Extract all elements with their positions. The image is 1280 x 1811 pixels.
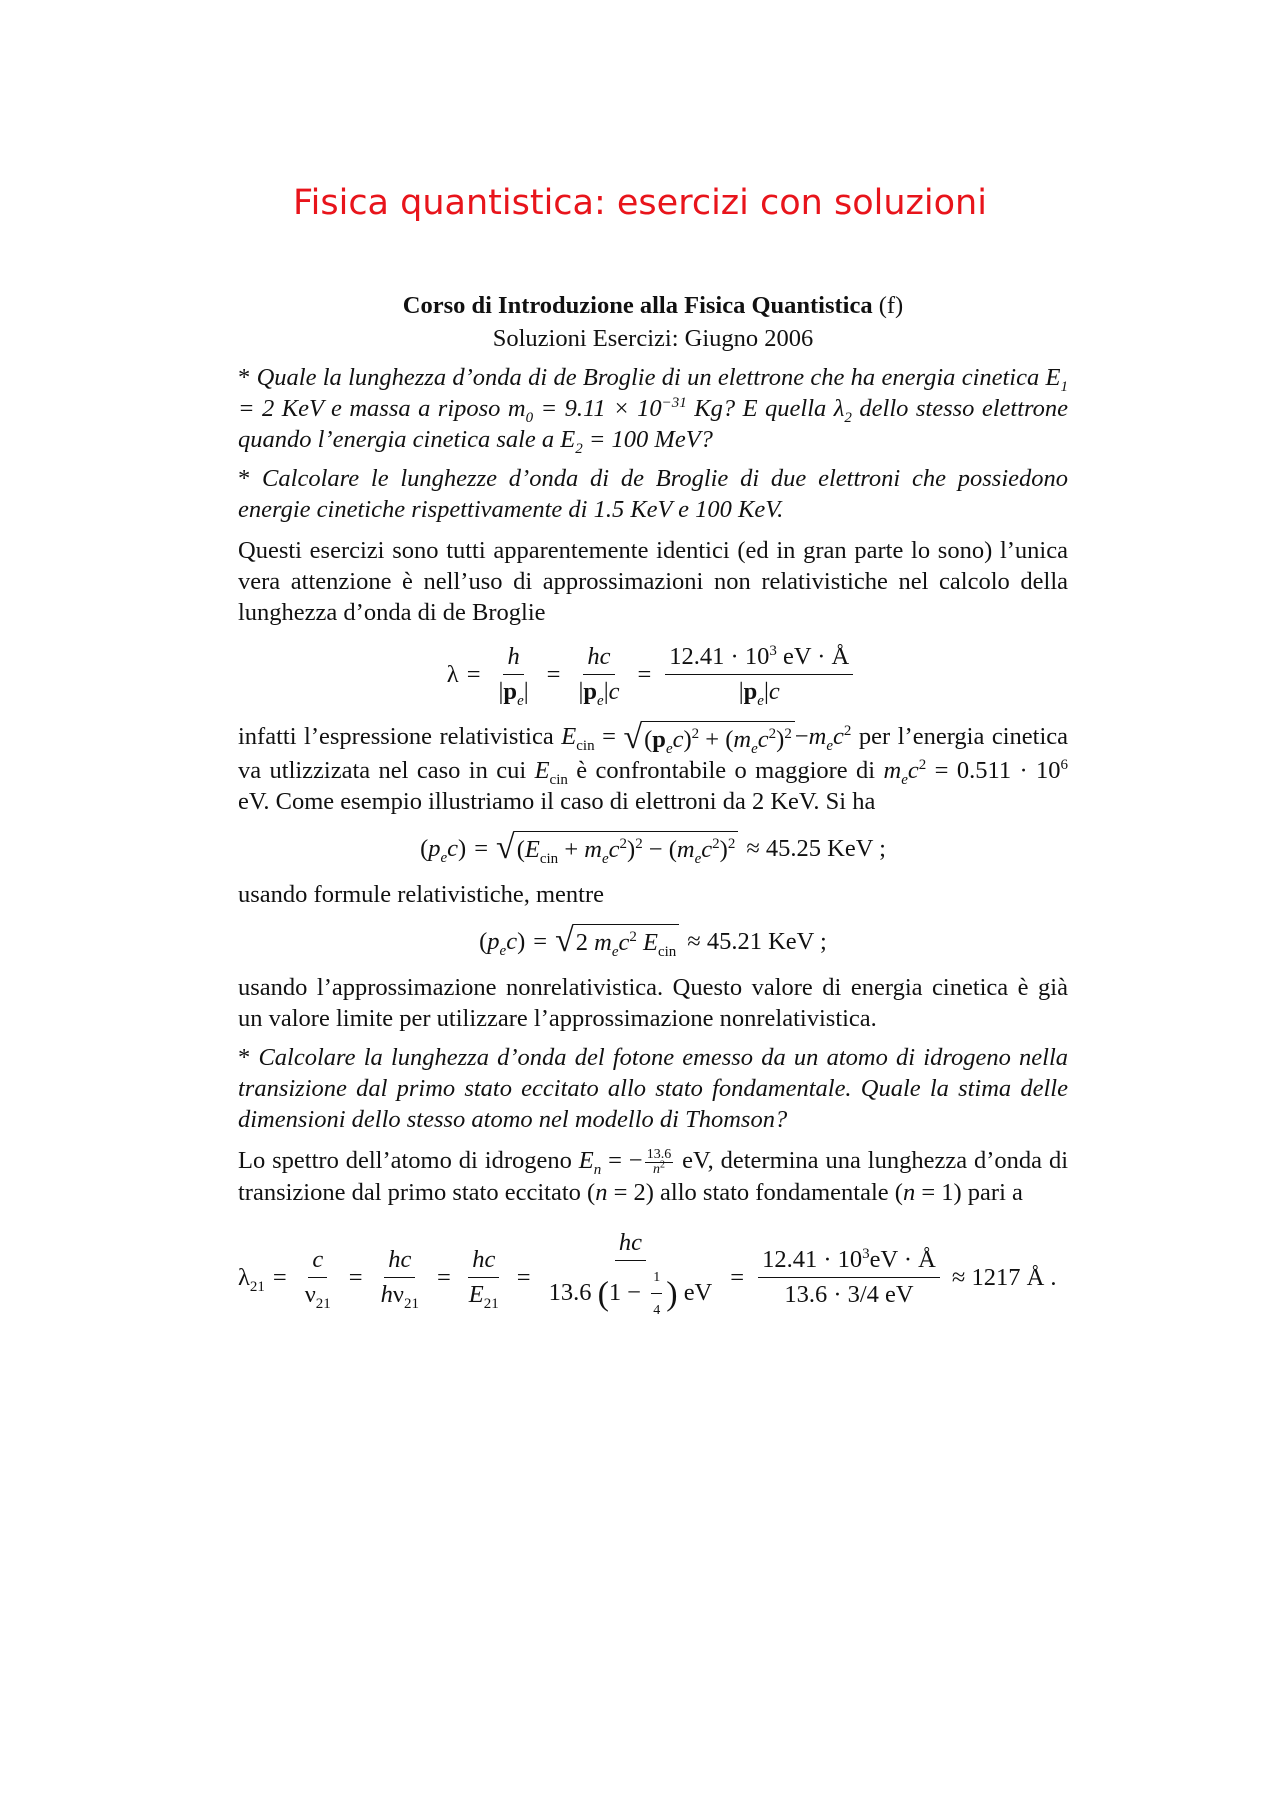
exercise-1-text-b: e massa a riposo <box>330 395 501 422</box>
page-title: Fisica quantistica: esercizi con soluzioni <box>293 183 987 223</box>
equation-relativistic-momentum: $(p_ec)$ = √ $(E_{cin} + m_ec^2)^2 - (m_ec^2)^2$ ≈ 45.25 KeV ; <box>420 829 886 868</box>
paragraph-5-text-d: pari a <box>967 1179 1023 1207</box>
exercise-1-text-c: ? E quella <box>722 395 827 422</box>
equation-relativistic-result: ≈ 45.25 KeV ; <box>746 834 886 862</box>
exercise-1-formula-lambda2: $\lambda_2$ <box>833 395 852 426</box>
equation-lambda21-result: ≈ 1217 Å . <box>951 1263 1057 1291</box>
exercise-marker: * <box>238 1044 251 1072</box>
formula-ecin-relativistic: $E_{cin}$ = √ $(p_ec)^2 + (m_ec^2)^2$ $-m_ec^2$ <box>561 719 852 758</box>
formula-en: $E_n$ = − $\frac{13.6}{n^2}$ <box>578 1147 672 1179</box>
exercise-marker: * <box>238 364 251 391</box>
exercise-1-text-d: dello stesso elettrone quando l’energia cinetica sale a <box>238 395 1069 453</box>
equation-nonrelativistic-result: ≈ 45.21 KeV ; <box>687 927 827 955</box>
course-subtitle: Soluzioni Esercizi: Giugno 2006 <box>492 325 814 352</box>
exercise-1 <box>238 362 1068 455</box>
exercise-1-formula-e1: $E_1 = 2$ KeV <box>238 364 1069 422</box>
paragraph-4: usando l’approssimazione nonrelativistica. Questo valore di energia cinetica è già un valore limite per utilizzare l’approssimazione nonrelativistica. <box>238 974 1068 1033</box>
course-name: Corso di Introduzione alla Fisica Quantistica <box>402 292 873 319</box>
fraction-numeric: $\frac{12.41 \cdot 10^3 eV \cdot Å}{|p_e|c}$ <box>665 642 853 707</box>
paragraph-5-text-c: allo stato fondamentale <box>660 1179 889 1207</box>
paragraph-2 <box>238 721 1068 817</box>
exercise-1-formula-e2: $E_2 = 100$ MeV? <box>560 426 713 457</box>
formula-ecin: $E_{cin}$ <box>534 757 568 789</box>
exercise-1-formula-m0: $m_0 = 9.11 \times 10^{-31}$ Kg <box>507 394 723 426</box>
paragraph-2-text-d: eV. Come esempio illustriamo il caso di elettroni da 2 KeV. Si ha <box>238 788 876 816</box>
fraction-hc-over-pc: $\frac{hc}{|p_e|c}$ <box>578 643 620 709</box>
course-suffix: (f) <box>878 292 904 319</box>
exercise-marker: * <box>238 465 251 492</box>
paragraph-5-text-a: Lo spettro dell’atomo di idrogeno <box>238 1147 572 1175</box>
paragraph-5 <box>238 1145 1068 1208</box>
paragraph-2-text-a: infatti l’espressione relativistica <box>238 723 554 750</box>
fraction-h-over-p: $\frac{h}{|p_e|}$ <box>498 643 529 709</box>
equation-de-broglie: λ = $\frac{h}{|p_e|}$ = $\frac{hc}{|p_e|c}$ = $\frac{12.41 \cdot 10^3 eV \cdot Å}{|p_e|c}$ <box>238 642 1068 707</box>
paragraph-1: Questi esercizi sono tutti apparentemente identici (ed in gran parte lo sono) l’unica vera attenzione è nell’uso di approssimazioni non relativistiche nel calcolo della lunghezza d’onda di de Broglie <box>238 537 1068 626</box>
paragraph-2-text-c: è confrontabile o maggiore di <box>576 757 876 785</box>
equation-lambda21: $\lambda_{21}$ = $\frac{c}{\nu_{21}}$ = $\frac{hc}{h\nu_{21}}$ = $\frac{hc}{E_{21}}$ = hc 13.6 (1 − $\frac{1}{4}$ ) eV = $\frac{12.41 \cdot 10^3eV \cdot Å}{13.6 \cdot 3/4 eV}$ ≈ 1217 Å . <box>238 1229 1057 1319</box>
exercise-2 <box>238 463 1068 525</box>
paragraph-5-text-b: eV, determina una lunghezza d’onda di transizione dal primo stato eccitato <box>238 1147 1069 1207</box>
paragraph-3: usando formule relativistiche, mentre <box>238 881 605 909</box>
exercise-1-text-a: Quale la lunghezza d’onda di de Broglie di un elettrone che ha energia cinetica <box>256 364 1040 391</box>
exercise-3-text: Calcolare la lunghezza d’onda del fotone emesso da un atomo di idrogeno nella transizione dal primo stato eccitato allo stato fondamentale. Quale la stima delle dimensioni dello stesso atomo nel modello di Thomson? <box>238 1044 1068 1134</box>
course-heading <box>238 290 1068 321</box>
exercise-3 <box>238 1042 1068 1135</box>
formula-n1: (n = 1) <box>894 1179 962 1207</box>
formula-n2: (n = 2) <box>587 1179 654 1207</box>
paragraph-2-text-b: per l’energia cinetica va utlizzizata nel caso in cui <box>238 723 1069 785</box>
equation-nonrelativistic-momentum: $(p_ec)$ = √ 2 $m_ec^2$ $E_{cin}$ ≈ 45.21 KeV ; <box>479 922 827 961</box>
exercise-2-text: Calcolare le lunghezze d’onda di de Broglie di due elettroni che possiedono energie cinetiche rispettivamente di 1.5 KeV e 100 KeV. <box>238 465 1069 523</box>
document-body <box>238 290 1068 1340</box>
formula-mec2: $m_ec^2 = 0.511 \cdot 10^6$ <box>883 757 1069 789</box>
